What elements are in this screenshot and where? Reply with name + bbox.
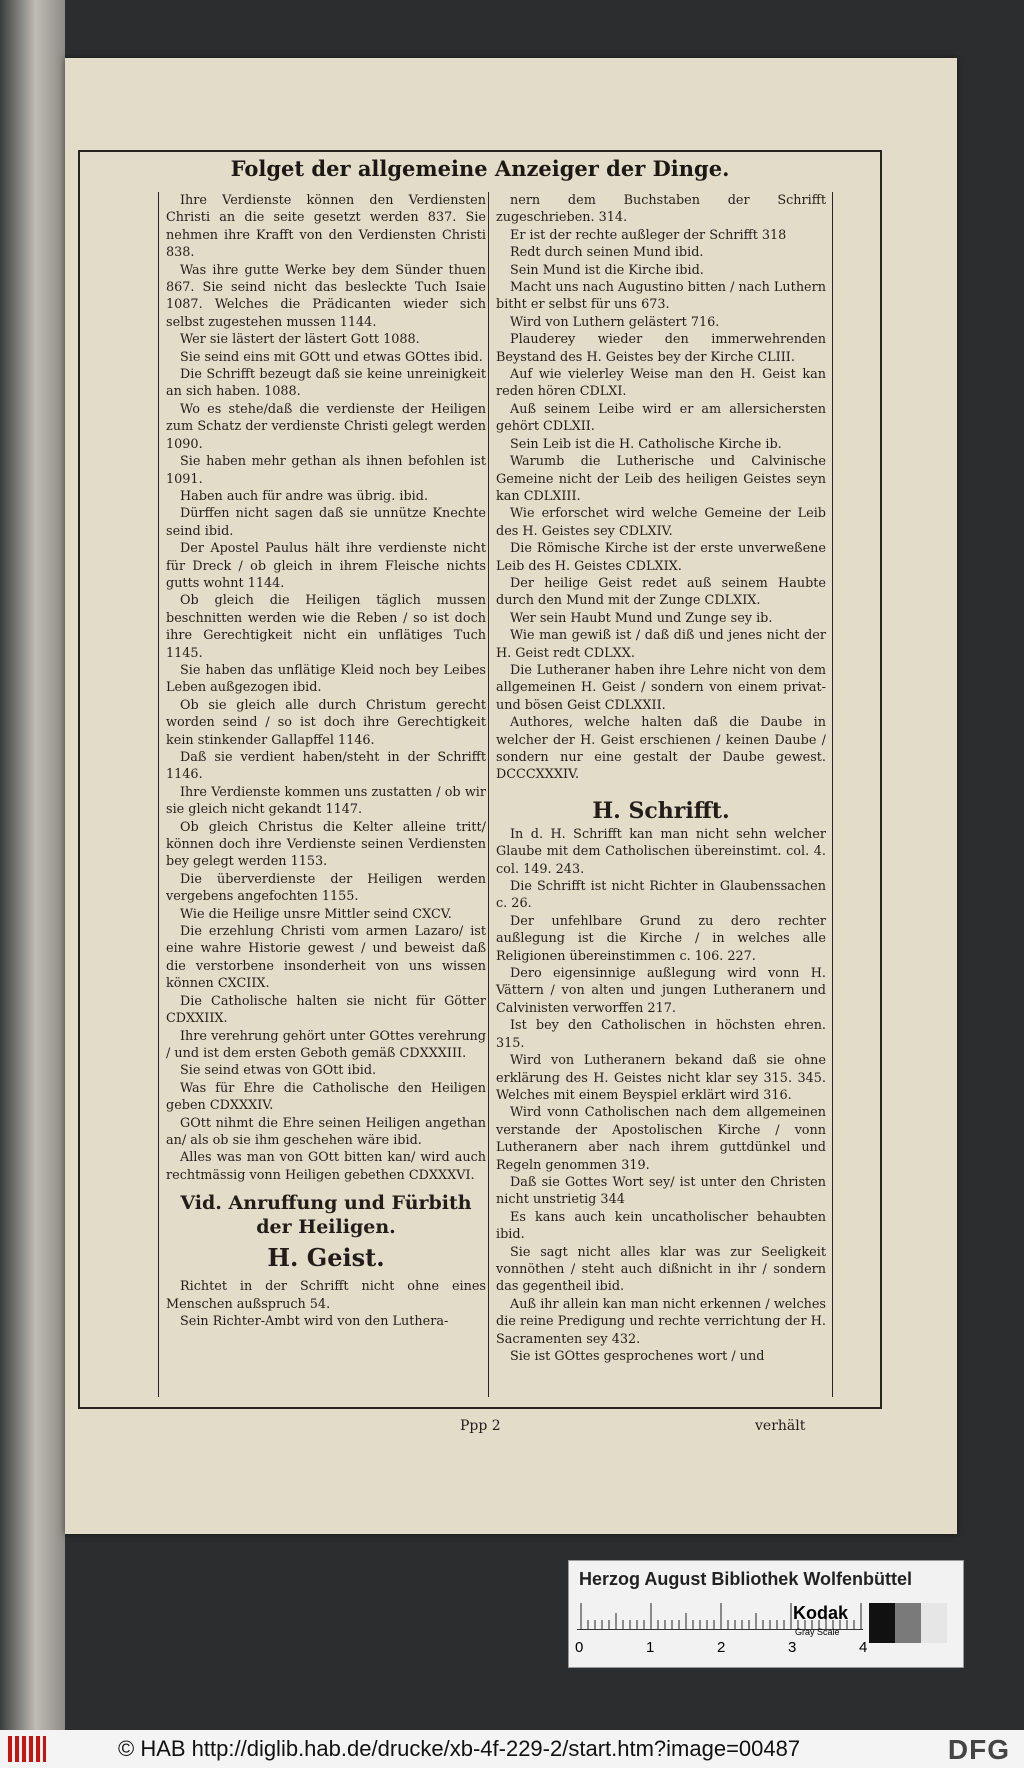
index-entry: In d. H. Schrifft kan man nicht sehn welcher Glaube mit dem Catholischen übereinstimt. col. 4. col. 149. 243. [496,826,826,877]
index-entry: Sie haben mehr gethan als ihnen befohlen ist 1091. [166,454,486,487]
signature-mark: Ppp 2 [460,1418,501,1434]
source-url[interactable]: © HAB http://diglib.hab.de/drucke/xb-4f-229-2/start.htm?image=00487 [118,1736,801,1761]
index-entry: Ihre verehrung gehört unter GOttes verehrung / und ist dem ersten Geboth gemäß CDXXXIII. [166,1028,486,1061]
index-entry: Die überverdienste der Heiligen werden vergebens angefochten 1155. [166,871,486,905]
left-entries-2 [166,1278,486,1330]
index-entry: Auß ihr allein kan man nicht erkennen / welches die reine Predigung und rechte verrichtung der H. Sacramenten sey 432. [496,1296,826,1347]
text-frame [78,150,882,1409]
index-entry: Wer sein Haubt Mund und Zunge sey ib. [510,610,773,626]
index-entry: Der unfehlbare Grund zu dero rechter außlegung ist die Kirche / in welches alle Religionen übereinstimmen c. 106. 227. [496,913,826,964]
index-entry: Sein Richter-Ambt wird von den Luthera- [180,1313,449,1329]
column-rule-middle [488,192,489,1397]
index-entry: Haben auch für andre was übrig. ibid. [180,488,429,504]
index-entry: Er ist der rechte außleger der Schrifft 318 [510,227,787,243]
index-entry: Die Schrifft bezeugt daß sie keine unreinigkeit an sich haben. 1088. [166,367,486,400]
index-entry: Die erzehlung Christi vom armen Lazaro/ ist eine wahre Historie gewest / und beweist daß die verstorbene insonderheit von uns wissen können CXCIIX. [166,924,486,992]
index-entry: Auß seinem Leibe wird er am allersichersten gehört CDLXII. [496,401,826,435]
index-entry: Die Catholische halten sie nicht für Götter CDXXIIX. [166,993,486,1027]
index-entry: Die Lutheraner haben ihre Lehre nicht von dem allgemeinen H. Geist / sondern von einem privat- und bösen Geist CDLXXII. [496,662,826,713]
index-entry: Auf wie vielerley Weise man den H. Geist kan reden hören CDLXI. [496,367,826,400]
index-entry: Authores, welche halten daß die Daube in welcher der H. Geist erschienen / keinen Daube / sondern nur eine gestalt der Daube gewest. DCCCXXXIV. [496,715,826,783]
index-entry: Was für Ehre die Catholische den Heiligen geben CDXXXIV. [166,1080,486,1114]
index-entry: Ist bey den Catholischen in höchsten ehren. 315. [496,1018,826,1051]
index-entry: Daß sie verdient haben/steht in der Schrifft 1146. [166,750,486,783]
right-column [496,192,826,1365]
column-rule-right [832,192,833,1397]
index-entry: Macht uns nach Augustino bitten / nach Luthern bitht er selbst für uns 673. [496,280,826,313]
index-entry: Was ihre gutte Werke bey dem Sünder thuen 867. Sie seind nicht das besleckte Tuch Isaie 1087. Welches die Prädicanten wieder sich selbst zugestehen mussen 1144. [166,262,486,330]
swatch-light [921,1603,947,1643]
index-entry: Wird von Lutheranern bekand daß sie ohne erklärung des H. Geistes nicht klar sey 315. 345. Welches mit einem Beyspiel erklärt wird 316. [496,1053,826,1103]
right-entries [496,192,826,784]
index-entry: Wird vonn Catholischen nach dem allgemeinen verstande der Apostolischen Kirche / vonn Lutheranern aber nach ihrem guttdünkel und Regeln genommen 319. [496,1105,826,1173]
ruler-number: 4 [859,1639,868,1656]
swatch-black [869,1603,895,1643]
index-entry: Wird von Luthern gelästert 716. [510,314,720,330]
index-entry: Ihre Verdienste kommen uns zustatten / ob wir sie gleich nicht gekandt 1147. [166,784,486,818]
index-entry: Sie seind etwas von GOtt ibid. [180,1063,377,1079]
index-entry: Wie die Heilige unsre Mittler seind CXCV. [180,906,452,922]
index-entry: Alles was man von GOtt bitten kan/ wird auch rechtmässig vonn Heiligen gebethen CDXXXVI. [166,1150,486,1183]
right-entries-2 [496,826,826,1366]
index-entry: Redt durch seinen Mund ibid. [510,245,704,261]
left-section-heading-holy-spirit: H. Geist. [267,1243,385,1273]
index-entry: nern dem Buchstaben der Schrifft zugeschrieben. 314. [496,193,826,226]
index-entry: Der Apostel Paulus hält ihre verdienste nicht für Dreck / ob gleich in ihrem Fleische nichts gutts wohnt 1144. [166,541,486,591]
index-entry: GOtt nihmt die Ehre seinen Heiligen angethan an/ als ob sie ihm geschehen wäre ibid. [166,1115,486,1148]
index-entry: Ob sie gleich alle durch Christum gerecht worden seind / so ist doch ihre Gerechtigkeit kein stinkender Gallapffel 1146. [166,697,486,748]
kodak-logo: Kodak [793,1603,849,1623]
scanned-page [65,58,957,1534]
footer-bar [0,1730,1024,1768]
page-header: Folget der allgemeine Anzeiger der Dinge. [230,156,730,181]
gray-scale-label: Gray Scale [795,1627,840,1637]
ruler-number: 3 [788,1639,797,1656]
adjacent-page-edge [0,0,65,1730]
left-section-subheading: der Heiligen. [256,1216,396,1239]
index-entry: Sie sagt nicht alles klar was zur Seeligkeit vonnöthen / steht auch dißnicht in ihr / sondern das gegentheil ibid. [496,1244,826,1295]
ruler-number: 2 [717,1639,726,1656]
hab-logo-icon [8,1736,46,1762]
index-entry: Wer sie lästert der lästert Gott 1088. [180,332,420,348]
index-entry: Sie seind eins mit GOtt und etwas GOttes ibid. [180,349,483,365]
ruler-number: 1 [646,1639,655,1656]
index-entry: Daß sie Gottes Wort sey/ ist unter den Christen nicht unstrietig 344 [496,1174,826,1208]
right-section-heading: H. Schrifft. [592,797,730,824]
index-entry: Dero eigensinnige außlegung wird vonn H. Vättern / von alten und jungen Lutheranern und Calvinisten verworffen 217. [496,966,826,1016]
index-entry: Die Römische Kirche ist der erste unverweßene Leib des H. Geistes CDLXIX. [496,541,826,574]
library-name: Herzog August Bibliothek Wolfenbüttel [579,1569,912,1589]
index-entry: Es kans auch kein uncatholischer behaubten ibid. [496,1209,826,1243]
index-entry: Sein Leib ist die H. Catholische Kirche ib. [510,436,782,452]
index-entry: Plauderey wieder den immerwehrenden Beystand des H. Geistes bey der Kirche CLIII. [496,332,826,365]
index-entry: Warumb die Lutherische und Calvinische Gemeine nicht der Leib des heiligen Geistes seyn kan CDLXIII. [496,454,826,504]
index-entry: Ob gleich die Heiligen täglich mussen beschnitten werden wie die Reben / so ist doch ihre Gerechtigkeit nicht ein unflätiges Tuch 1145. [166,593,486,661]
index-entry: Sie ist GOttes gesprochenes wort / und [510,1349,765,1364]
dfg-logo: DFG [947,1734,1010,1765]
left-column [166,192,486,1330]
index-entry: Die Schrifft ist nicht Richter in Glaubenssachen c. 26. [496,879,826,912]
ruler-number: 0 [575,1639,584,1656]
index-entry: Ob gleich Christus die Kelter alleine tritt/ können doch ihre Verdienste seinen Verdiensten bey gelegt werden 1153. [166,819,486,870]
catchword: verhält [755,1418,806,1434]
index-entry: Wie erforschet wird welche Gemeine der Leib des H. Geistes sey CDLXIV. [496,506,826,539]
left-entries [166,192,486,1184]
index-entry: Dürffen nicht sagen daß sie unnütze Knechte seind ibid. [166,506,486,539]
column-rule-left [158,192,159,1397]
index-entry: Sie haben das unflätige Kleid noch bey Leibes Leben außgezogen ibid. [166,662,486,696]
swatch-gray [895,1603,921,1643]
index-entry: Richtet in der Schrifft nicht ohne eines Menschen außspruch 54. [166,1279,486,1312]
index-entry: Sein Mund ist die Kirche ibid. [510,262,704,278]
index-entry: Wie man gewiß ist / daß diß und jenes nicht der H. Geist redt CDLXX. [496,628,826,661]
index-entry: Ihre Verdienste können den Verdiensten Christi an die seite gesetzt werden 837. Sie nehmen ihre Krafft von den Verdiensten Christi 838. [166,193,486,261]
left-section-heading: Vid. Anruffung und Fürbith [180,1192,472,1215]
index-entry: Wo es stehe/daß die verdienste der Heiligen zum Schatz der verdienste Christi gelegt werden 1090. [166,401,486,452]
library-color-card [568,1560,964,1668]
index-entry: Der heilige Geist redet auß seinem Haubte durch den Mund mit der Zunge CDLXIX. [496,575,826,609]
